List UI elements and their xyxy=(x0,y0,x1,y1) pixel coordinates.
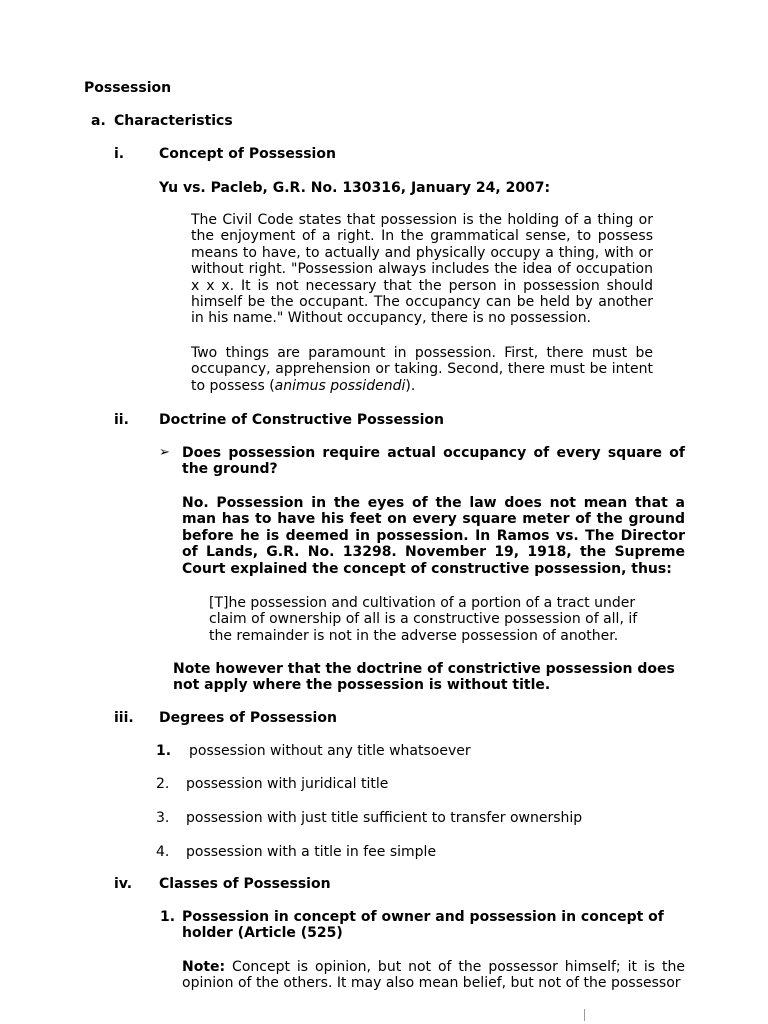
document-heading: Possession xyxy=(84,80,172,96)
concept-paragraph-1: The Civil Code states that possession is the holding of a thing or the enjoyment of a right. In the grammatical sense, to possess means to have, to actually and physically occupy a thing, with or without right. "Possession always includes the idea of occupation x x x. It is not necessary that the person in possession should himself be the occupant. The occupancy can be held by another in his name." Without occupancy, there is no possession. xyxy=(191,212,653,327)
sub-iii-marker: iii. xyxy=(114,710,134,726)
sub-i-marker: i. xyxy=(114,146,125,162)
para2-italic-term: animus possidendi xyxy=(274,377,406,394)
doctrine-quote: [T]he possession and cultivation of a portion of a tract under claim of ownership of all is a constructive possession of all, if the remainder is not in the adverse possession of another. xyxy=(209,595,638,644)
degree-item-num: 1. xyxy=(156,743,172,759)
degree-item-num: 2. xyxy=(156,776,170,792)
degree-item-text: possession with juridical title xyxy=(186,776,389,792)
sub-ii-marker: ii. xyxy=(114,412,129,428)
degree-item-text: possession without any title whatsoever xyxy=(189,743,471,759)
concept-paragraph-2 xyxy=(191,345,653,394)
para2-text-start: Two things are paramount in possession. First, there must be occupancy, apprehension or taking. Second, there must be intent to possess ( xyxy=(191,345,653,394)
section-a-title: Characteristics xyxy=(114,113,233,129)
degree-item-text: possession with just title sufficient to transfer ownership xyxy=(186,810,583,826)
note-text: Concept is opinion, but not of the possessor himself; it is the opinion of the others. It may also mean belief, but not of the possessor xyxy=(182,959,685,992)
doctrine-answer: No. Possession in the eyes of the law does not mean that a man has to have his feet on every square meter of the ground before he is deemed in possession. In Ramos vs. The Director of Lands, G.R. No. 13298. November 19, 1918, the Supreme Court explained the concept of constructive possession, thus: xyxy=(182,495,685,577)
class-note xyxy=(182,959,685,992)
para2-text-end: ). xyxy=(405,377,416,394)
sub-iv-title: Classes of Possession xyxy=(159,876,331,892)
sub-iv-marker: iv. xyxy=(114,876,133,892)
sub-i-title: Concept of Possession xyxy=(159,146,336,162)
class-item-num: 1. xyxy=(160,909,176,925)
doctrine-note: Note however that the doctrine of constrictive possession does not apply where the possession is without title. xyxy=(173,661,675,694)
class-item-text: Possession in concept of owner and possession in concept of holder (Article (525) xyxy=(182,909,664,942)
doctrine-question: Does possession require actual occupancy of every square of the ground? xyxy=(182,445,685,478)
degree-item-text: possession with a title in fee simple xyxy=(186,844,437,860)
arrow-bullet-icon: ➢ xyxy=(159,445,170,460)
sub-iii-title: Degrees of Possession xyxy=(159,710,337,726)
section-a-marker: a. xyxy=(91,113,106,129)
sub-ii-title: Doctrine of Constructive Possession xyxy=(159,412,444,428)
note-label: Note: xyxy=(182,959,226,975)
text-cursor xyxy=(584,1009,585,1021)
case-title: Yu vs. Pacleb, G.R. No. 130316, January 24, 2007: xyxy=(159,180,551,196)
degree-item-num: 4. xyxy=(156,844,170,860)
degree-item-num: 3. xyxy=(156,810,170,826)
